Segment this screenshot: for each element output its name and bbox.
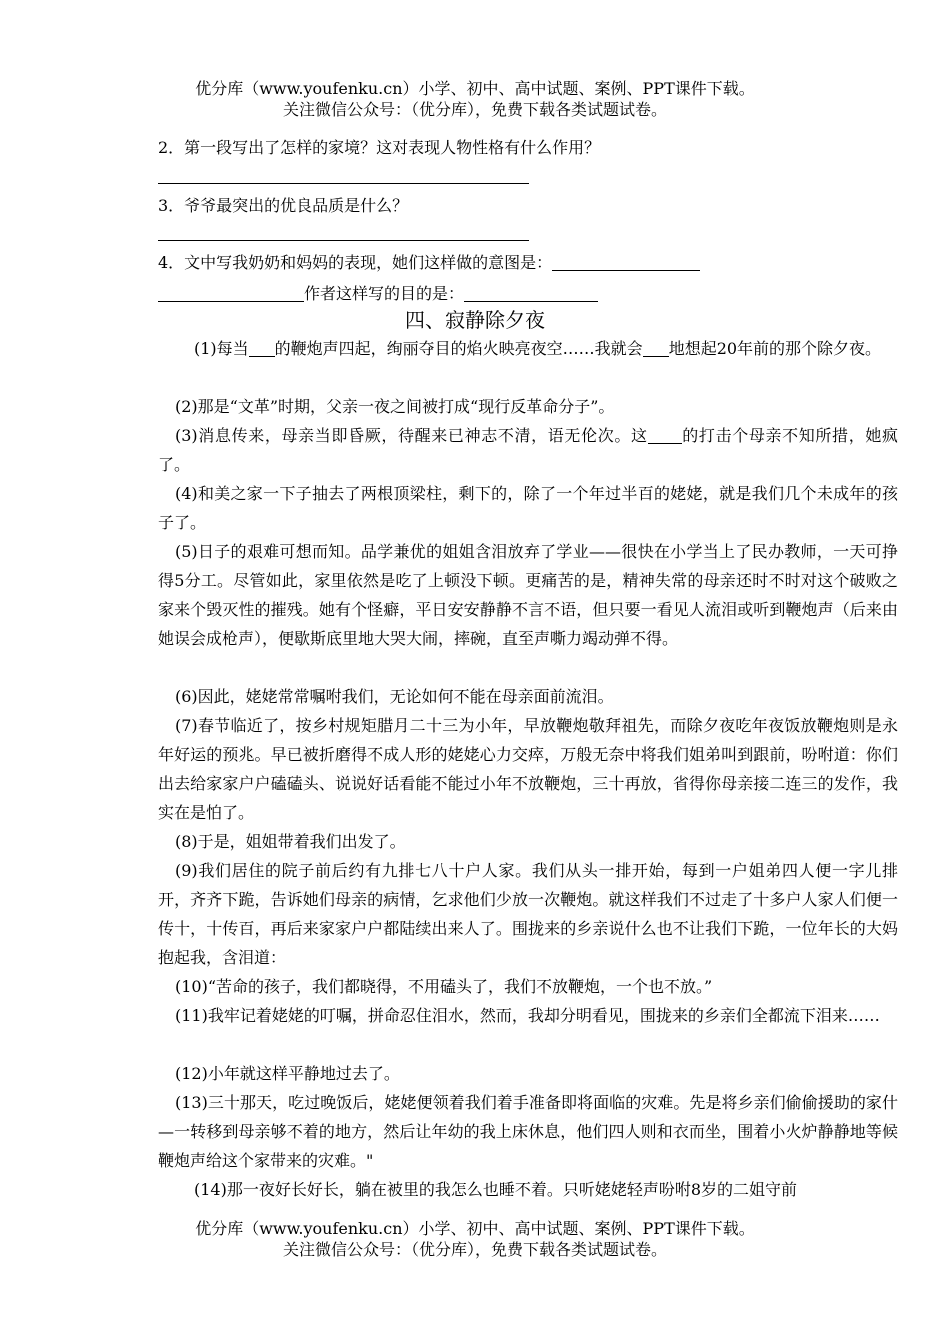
paragraph-8: (8)于是，姐姐带着我们出发了。 <box>175 832 406 851</box>
paragraph-3-text-a: (3)消息传来，母亲当即昏厥，待醒来已神志不清，语无伦次。这 <box>175 426 648 445</box>
footer-line-1: 优分库（www.youfenku.cn）小学、初中、高中试题、案例、PPT课件下载。 <box>195 1219 755 1238</box>
question-4-line-1 <box>158 252 700 274</box>
paragraph-3-text-b: 的打击个母亲不知所措，她疯了。 <box>158 426 898 474</box>
paragraph-10: (10)“苦命的孩子，我们都晓得，不用磕头了，我们不放鞭炮，一个也不放。” <box>175 977 713 996</box>
paragraph-1-text-c: 地想起20年前的那个除夕夜。 <box>668 339 882 358</box>
paragraph-7: (7)春节临近了，按乡村规矩腊月二十三为小年，早放鞭炮敬拜祖先，而除夕夜吃年夜饭放鞭炮则是永年好运的预兆。早已被折磨得不成人形的姥姥心力交瘁，万般无奈中将我们姐弟叫到跟前，吩咐道：你们出去给家家户户磕磕头、说说好话看能不能过小年不放鞭炮，三十再放，省得你母亲接二连三的发作，我实在是怕了。 <box>158 716 898 822</box>
answer-blank-q4-c <box>464 285 598 302</box>
paragraph-1-text-a: (1)每当 <box>194 339 249 358</box>
paragraph-9: (9)我们居住的院子前后约有九排七八十户人家。我们从头一排开始，每到一户姐弟四人便一字儿排开，齐齐下跪，告诉她们母亲的病情，乞求他们少放一次鞭炮。就这样我们不过走了十多户人家人们便一传十，十传百，再后来家家户户都陆续出来人了。围拢来的乡亲说什么也不让我们下跪，一位年长的大妈抱起我，含泪道： <box>158 861 898 967</box>
paragraph-2: (2)那是“文革”时期，父亲一夜之间被打成“现行反革命分子”。 <box>175 397 615 416</box>
paragraph-1-text-b: 的鞭炮声四起，绚丽夺目的焰火映亮夜空……我就会 <box>274 339 643 358</box>
answer-line-q2 <box>158 183 529 184</box>
answer-line-q3 <box>158 240 529 241</box>
article-title: 四、寂静除夕夜 <box>405 308 545 332</box>
paragraph-4: (4)和美之家一下子抽去了两根顶梁柱，剩下的，除了一个年过半百的姥姥，就是我们几个未成年的孩子了。 <box>158 484 898 532</box>
header-line-2: 关注微信公众号：（优分库），免费下载各类试题试卷。 <box>282 100 667 119</box>
footer-line-2: 关注微信公众号：（优分库），免费下载各类试题试卷。 <box>282 1240 667 1259</box>
paragraph-12: (12)小年就这样平静地过去了。 <box>175 1064 400 1083</box>
question-3: 3．爷爷最突出的优良品质是什么？ <box>158 196 409 215</box>
header-line-1: 优分库（www.youfenku.cn）小学、初中、高中试题、案例、PPT课件下载。 <box>195 79 755 98</box>
answer-blank-q4-b <box>158 285 304 302</box>
paragraph-5: (5)日子的艰难可想而知。品学兼优的姐姐含泪放弃了学业——很快在小学当上了民办教师，一天可挣得5分工。尽管如此，家里依然是吃了上顿没下顿。更痛苦的是，精神失常的母亲还时不时对这个破败之家来个毁灭性的摧残。她有个怪癖，平日安安静静不言不语，但只要一看见人流泪或听到鞭炮声（后来由她误会成枪声），便歇斯底里地大哭大闹，摔碗，直至声嘶力竭动弹不得。 <box>158 542 898 648</box>
paragraph-1 <box>158 334 898 363</box>
question-2: 2．第一段写出了怎样的家境？这对表现人物性格有什么作用？ <box>158 138 601 157</box>
paragraph-3 <box>158 421 898 479</box>
paragraph-11: (11)我牢记着姥姥的叮嘱，拼命忍住泪水，然而，我却分明看见，围拢来的乡亲们全都流下泪来…… <box>175 1006 880 1025</box>
paragraph-6: (6)因此，姥姥常常嘱咐我们，无论如何不能在母亲面前流泪。 <box>175 687 614 706</box>
question-4-line-2 <box>158 283 598 305</box>
paragraph-13: (13)三十那天，吃过晚饭后，姥姥便领着我们着手准备即将面临的灾难。先是将乡亲们偷偷援助的家什—一转移到母亲够不着的地方，然后让年幼的我上床休息，他们四人则和衣而坐，围着小火炉静静地等候鞭炮声给这个家带来的灾难。" <box>158 1093 898 1170</box>
question-4-part-2: 作者这样写的目的是： <box>304 284 465 303</box>
question-4-part-1: 4．文中写我奶奶和妈妈的表现，她们这样做的意图是： <box>158 253 553 272</box>
answer-blank-q4-a <box>552 254 700 271</box>
fill-blank-2 <box>643 340 669 357</box>
fill-blank-3 <box>648 427 682 444</box>
fill-blank-1 <box>249 340 275 357</box>
paragraph-14: (14)那一夜好长好长，躺在被里的我怎么也睡不着。只听姥姥轻声吩咐8岁的二姐守前 <box>194 1180 798 1199</box>
